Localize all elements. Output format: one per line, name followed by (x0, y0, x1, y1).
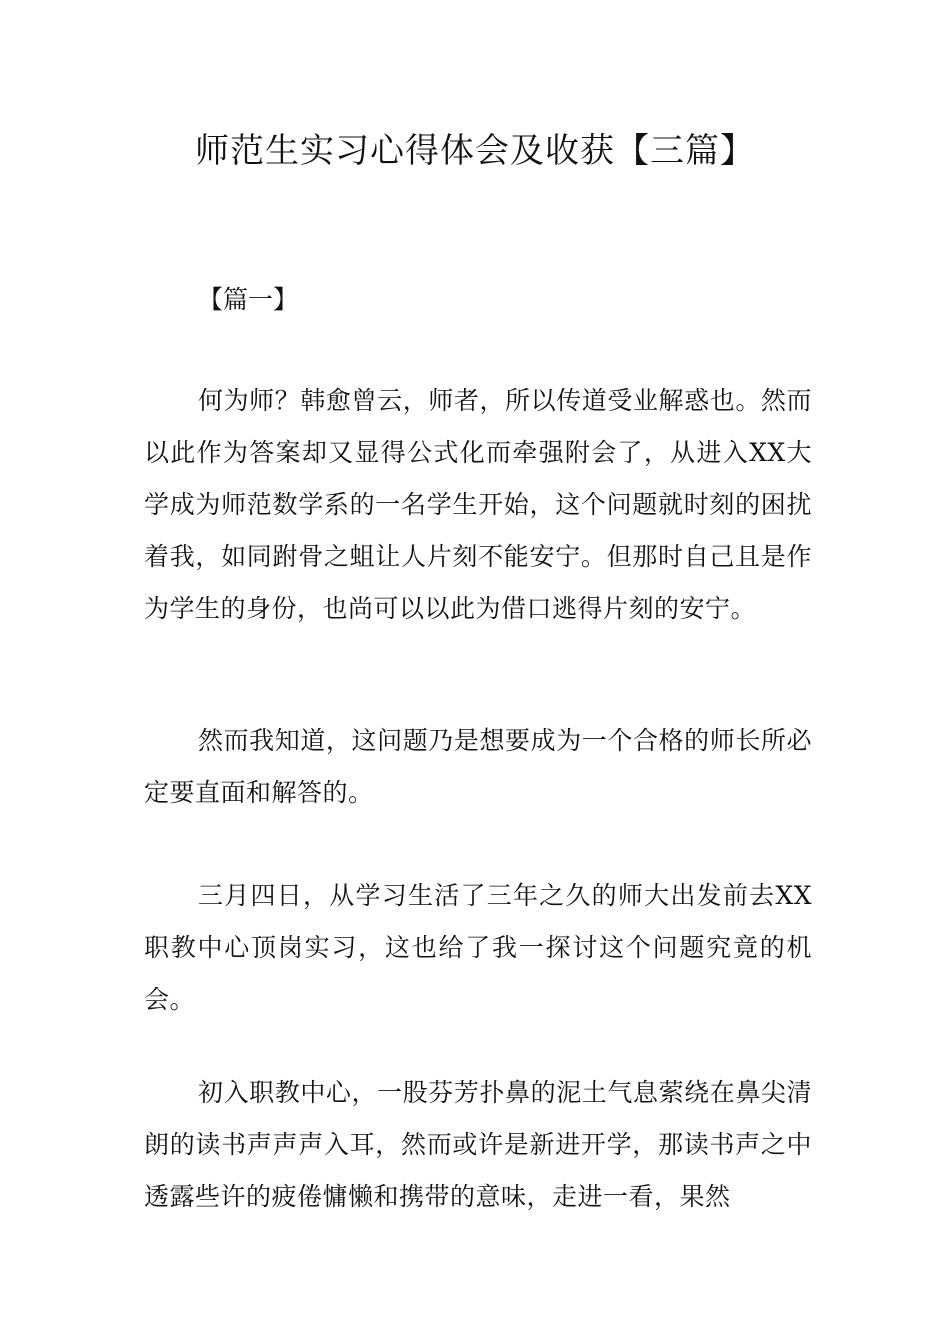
paragraph-4: 初入职教中心，一股芬芳扑鼻的泥土气息萦绕在鼻尖清朗的读书声声声入耳，然而或许是新进开学，那读书声之中透露些许的疲倦慵懒和携带的意味，走进一看，果然 (144, 1078, 812, 1211)
paragraph-1: 何为师？韩愈曾云，师者，所以传道受业解惑也。然而以此作为答案却又显得公式化而牵强附会了，从进入XX大学成为师范数学系的一名学生开始，这个问题就时刻的困扰着我，如同跗骨之蛆让人片刻不能安宁。但那时自己且是作为学生的身份，也尚可以以此为借口逃得片刻的安宁。 (144, 386, 812, 623)
document-title: 师范生实习心得体会及收获【三篇】 (195, 131, 755, 171)
paragraph-3: 三月四日，从学习生活了三年之久的师大出发前去XX职教中心顶岗实习，这也给了我一探讨这个问题究竟的机会。 (144, 881, 812, 1014)
section-label: 【篇一】 (198, 285, 299, 314)
paragraph-2: 然而我知道，这问题乃是想要成为一个合格的师长所必定要直面和解答的。 (144, 726, 812, 807)
